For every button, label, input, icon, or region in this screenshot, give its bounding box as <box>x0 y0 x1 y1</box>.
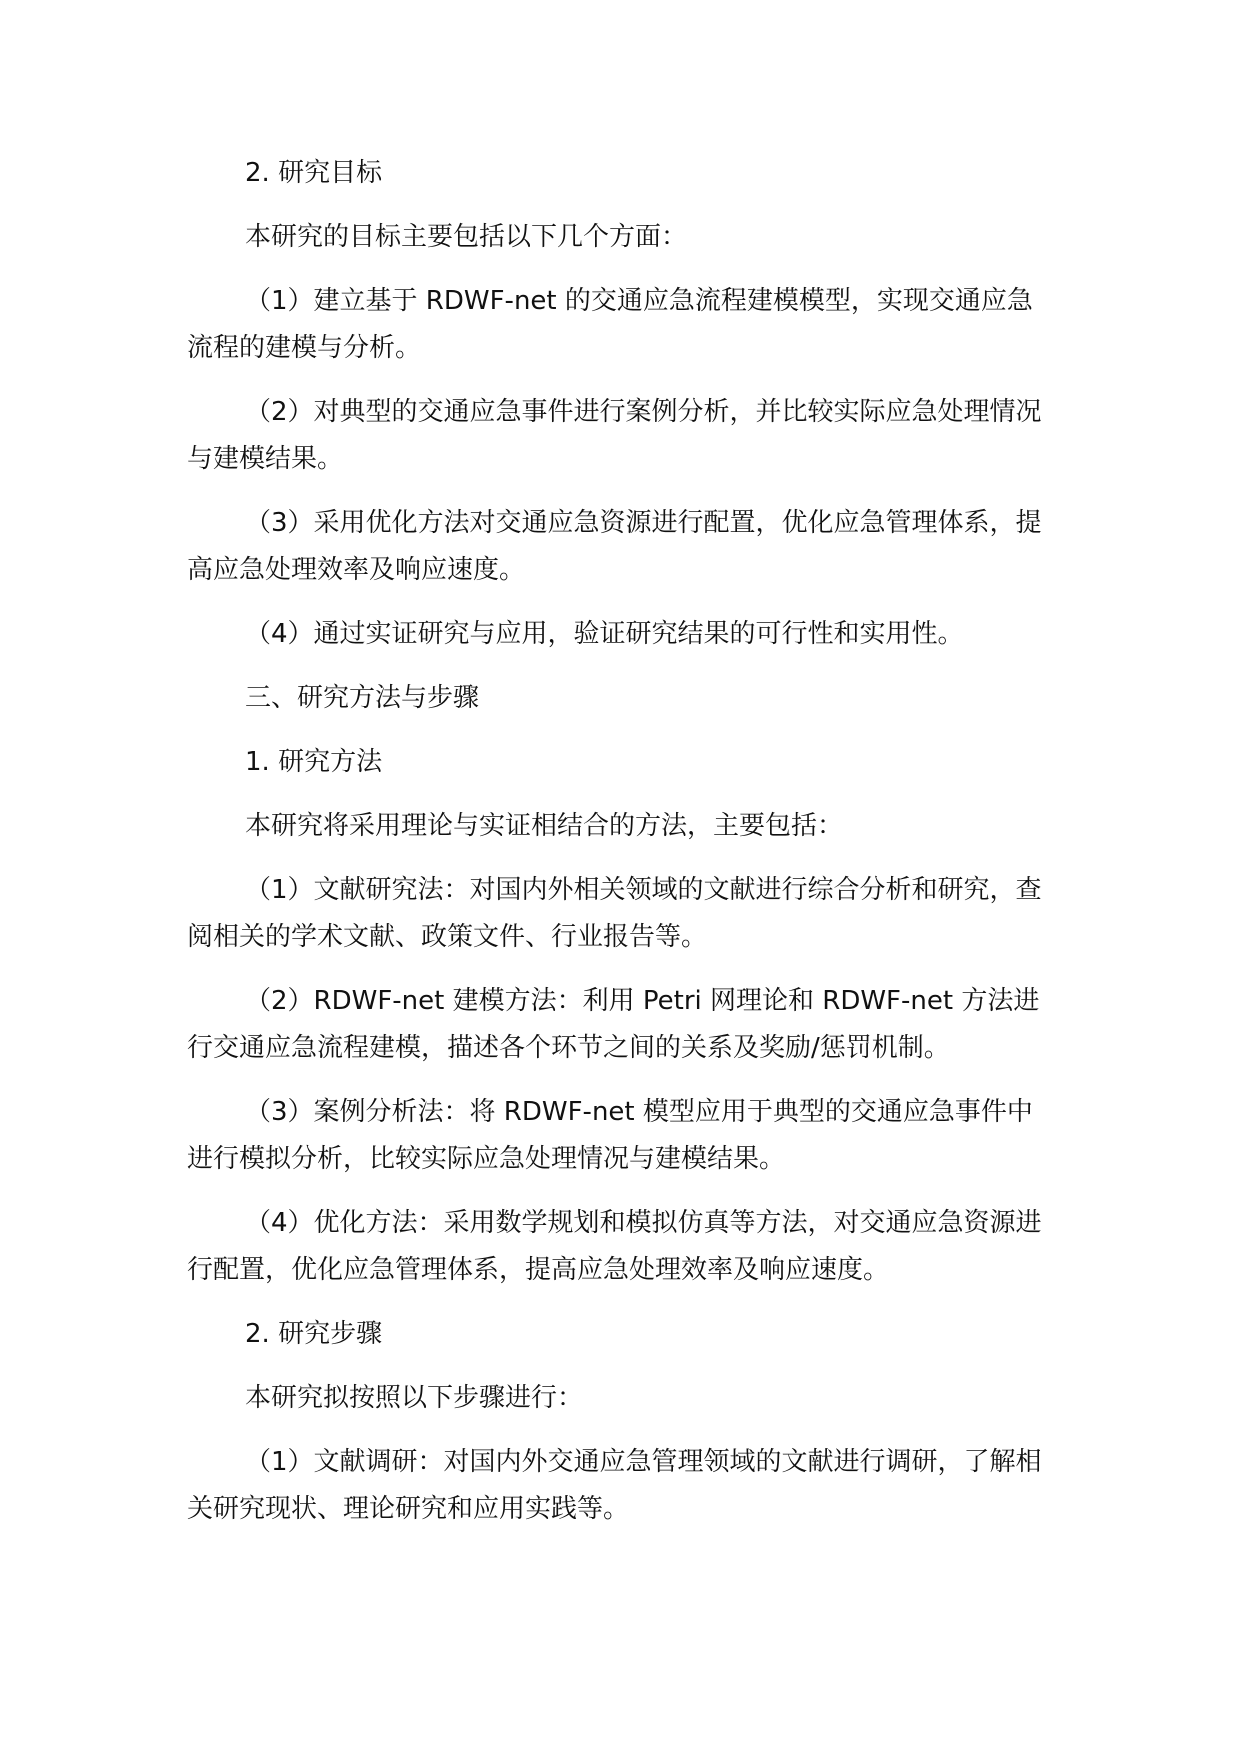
goal-item-3: （3）采用优化方法对交通应急资源进行配置，优化应急管理体系，提高应急处理效率及响应速度。 <box>187 508 1042 585</box>
goal-item-1: （1）建立基于 RDWF-net 的交通应急流程建模模型，实现交通应急流程的建模与分析。 <box>187 286 1033 363</box>
method-item-4: （4）优化方法：采用数学规划和模拟仿真等方法，对交通应急资源进行配置，优化应急管理体系，提高应急处理效率及响应速度。 <box>187 1208 1042 1285</box>
section-heading-research-methods: 1. 研究方法 <box>245 747 383 777</box>
goal-item-4: （4）通过实证研究与应用，验证研究结果的可行性和实用性。 <box>245 619 964 649</box>
chapter-heading-methods-steps: 三、研究方法与步骤 <box>245 683 480 713</box>
steps-intro-paragraph: 本研究拟按照以下步骤进行： <box>245 1383 584 1413</box>
document-body <box>187 150 1057 1533</box>
section-heading-research-goals: 2. 研究目标 <box>245 158 383 188</box>
step-item-1: （1）文献调研：对国内外交通应急管理领域的文献进行调研，了解相关研究现状、理论研究和应用实践等。 <box>187 1447 1042 1524</box>
method-item-2: （2）RDWF-net 建模方法：利用 Petri 网理论和 RDWF-net 方法进行交通应急流程建模，描述各个环节之间的关系及奖励/惩罚机制。 <box>187 986 1040 1063</box>
section-heading-research-steps: 2. 研究步骤 <box>245 1319 383 1349</box>
method-item-3: （3）案例分析法：将 RDWF-net 模型应用于典型的交通应急事件中进行模拟分析，比较实际应急处理情况与建模结果。 <box>187 1097 1033 1174</box>
goals-intro-paragraph: 本研究的目标主要包括以下几个方面： <box>245 222 688 252</box>
method-item-1: （1）文献研究法：对国内外相关领域的文献进行综合分析和研究，查阅相关的学术文献、政策文件、行业报告等。 <box>187 875 1042 952</box>
goal-item-2: （2）对典型的交通应急事件进行案例分析，并比较实际应急处理情况与建模结果。 <box>187 397 1042 474</box>
methods-intro-paragraph: 本研究将采用理论与实证相结合的方法，主要包括： <box>245 811 844 841</box>
